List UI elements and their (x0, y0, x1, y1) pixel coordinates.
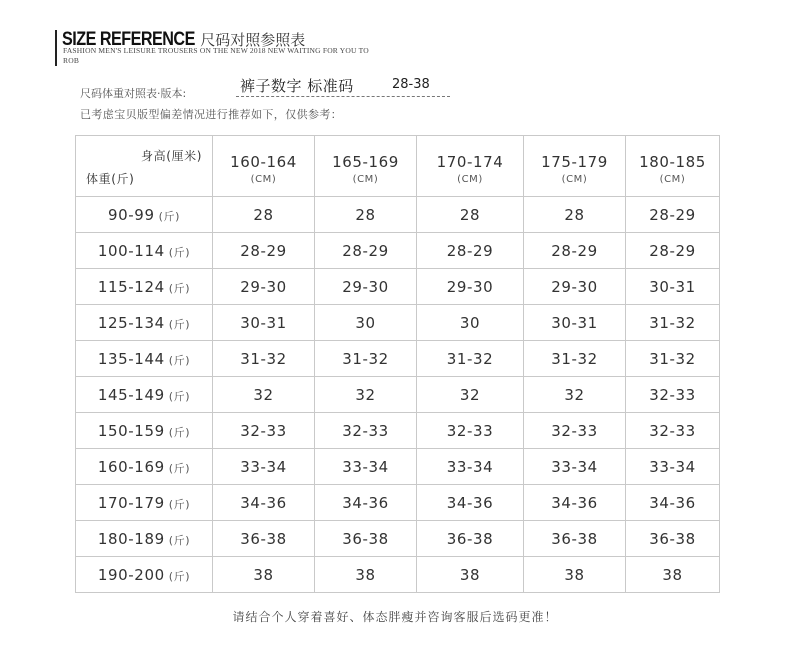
size-cell: 28-29 (626, 233, 720, 269)
size-cell: 28-29 (315, 233, 417, 269)
size-cell: 30 (315, 305, 417, 341)
weight-cell (76, 413, 213, 449)
version-value: 裤子数字 标准码 (240, 77, 354, 95)
size-cell: 30 (417, 305, 524, 341)
title-chinese: 尺码对照参照表 (200, 31, 306, 49)
size-cell: 32 (315, 377, 417, 413)
size-cell: 29-30 (213, 269, 315, 305)
weight-cell (76, 521, 213, 557)
weight-range: 125-134 (97, 313, 165, 332)
table-row (76, 233, 720, 269)
size-cell: 38 (213, 557, 315, 593)
size-cell: 29-30 (315, 269, 417, 305)
size-cell: 34-36 (626, 485, 720, 521)
height-header-cell (315, 136, 417, 197)
size-cell: 28 (213, 197, 315, 233)
table-row (76, 197, 720, 233)
height-range: 170-174 (436, 153, 504, 171)
weight-unit: (斤) (168, 353, 191, 367)
size-cell: 38 (315, 557, 417, 593)
size-cell: 31-32 (417, 341, 524, 377)
height-header-cell (524, 136, 626, 197)
size-cell: 28-29 (626, 197, 720, 233)
size-cell: 28-29 (524, 233, 626, 269)
size-cell: 36-38 (417, 521, 524, 557)
page-subtitle: FASHION MEN'S LEISURE TROUSERS ON THE NEW 2018 NEW WAITING FOR YOU TO ROB (63, 46, 369, 65)
height-header-cell (213, 136, 315, 197)
table-row (76, 485, 720, 521)
height-header-cell (626, 136, 720, 197)
weight-unit: (斤) (168, 461, 191, 475)
corner-cell (76, 136, 213, 197)
size-cell: 30-31 (524, 305, 626, 341)
weight-cell (76, 269, 213, 305)
weight-unit: (斤) (168, 533, 191, 547)
title-english: SIZE REFERENCE (62, 29, 195, 50)
weight-cell (76, 557, 213, 593)
size-cell: 33-34 (524, 449, 626, 485)
size-cell: 31-32 (524, 341, 626, 377)
size-cell: 33-34 (213, 449, 315, 485)
size-cell: 32-33 (315, 413, 417, 449)
size-cell: 36-38 (626, 521, 720, 557)
size-cell: 31-32 (626, 341, 720, 377)
weight-range: 115-124 (97, 277, 165, 296)
weight-cell (76, 305, 213, 341)
size-cell: 29-30 (417, 269, 524, 305)
size-cell: 32-33 (626, 413, 720, 449)
weight-range: 170-179 (97, 493, 165, 512)
size-cell: 32 (524, 377, 626, 413)
weight-unit: (斤) (168, 569, 191, 583)
version-range: 28-38 (392, 77, 430, 92)
weight-unit: (斤) (168, 281, 191, 295)
size-cell: 33-34 (417, 449, 524, 485)
height-axis-label: 身高(厘米) (141, 149, 202, 163)
size-cell: 31-32 (315, 341, 417, 377)
table-header-row (76, 136, 720, 197)
version-label: 尺码体重对照表·版本: (80, 87, 187, 100)
weight-range: 100-114 (97, 241, 165, 260)
height-range: 175-179 (541, 153, 608, 171)
weight-cell (76, 341, 213, 377)
title-accent-bar (55, 30, 57, 66)
height-unit: (CM) (352, 174, 379, 185)
size-cell: 30-31 (213, 305, 315, 341)
size-cell: 28 (524, 197, 626, 233)
size-cell: 38 (626, 557, 720, 593)
size-cell: 28 (417, 197, 524, 233)
weight-range: 160-169 (97, 457, 165, 476)
table-row (76, 521, 720, 557)
table-row (76, 269, 720, 305)
size-cell: 34-36 (524, 485, 626, 521)
height-range: 160-164 (230, 153, 297, 171)
weight-range: 190-200 (97, 565, 165, 584)
height-unit: (CM) (250, 174, 277, 185)
weight-unit: (斤) (168, 317, 191, 331)
size-cell: 31-32 (213, 341, 315, 377)
table-row (76, 557, 720, 593)
table-row (76, 341, 720, 377)
weight-unit: (斤) (158, 209, 180, 223)
height-unit: (CM) (659, 174, 686, 185)
size-cell: 32 (213, 377, 315, 413)
size-cell: 34-36 (315, 485, 417, 521)
size-cell: 34-36 (213, 485, 315, 521)
size-cell: 38 (417, 557, 524, 593)
weight-range: 145-149 (97, 385, 165, 404)
height-range: 180-185 (639, 153, 706, 171)
table-row (76, 413, 720, 449)
size-cell: 36-38 (213, 521, 315, 557)
recommendation-note: 已考虑宝贝版型偏差情况进行推荐如下，仅供参考： (80, 108, 343, 121)
weight-cell (76, 377, 213, 413)
weight-cell (76, 233, 213, 269)
size-cell: 32-33 (626, 377, 720, 413)
table-row (76, 377, 720, 413)
size-cell: 31-32 (626, 305, 720, 341)
height-header-cell (417, 136, 524, 197)
height-range: 165-169 (332, 153, 399, 171)
size-cell: 32-33 (524, 413, 626, 449)
table-row (76, 449, 720, 485)
weight-axis-label: 体重(斤) (86, 172, 135, 186)
size-cell: 32-33 (417, 413, 524, 449)
size-cell: 28-29 (417, 233, 524, 269)
size-cell: 28 (315, 197, 417, 233)
weight-unit: (斤) (168, 425, 191, 439)
height-unit: (CM) (561, 174, 588, 185)
weight-cell (76, 449, 213, 485)
weight-unit: (斤) (168, 389, 191, 403)
size-cell: 36-38 (524, 521, 626, 557)
size-cell: 38 (524, 557, 626, 593)
size-cell: 33-34 (626, 449, 720, 485)
weight-range: 180-189 (97, 529, 165, 548)
height-unit: (CM) (457, 174, 483, 185)
size-cell: 32-33 (213, 413, 315, 449)
version-value-box (236, 74, 450, 97)
table-row (76, 305, 720, 341)
size-cell: 32 (417, 377, 524, 413)
weight-cell (76, 197, 213, 233)
weight-cell (76, 485, 213, 521)
weight-range: 90-99 (108, 205, 155, 224)
size-cell: 36-38 (315, 521, 417, 557)
weight-unit: (斤) (168, 497, 191, 511)
weight-range: 150-159 (97, 421, 165, 440)
size-cell: 33-34 (315, 449, 417, 485)
size-cell: 30-31 (626, 269, 720, 305)
size-table (75, 135, 720, 593)
footer-note: 请结合个人穿着喜好、体态胖瘦并咨询客服后选码更准！ (232, 610, 558, 624)
weight-range: 135-144 (97, 349, 165, 368)
size-cell: 34-36 (417, 485, 524, 521)
weight-unit: (斤) (168, 245, 191, 259)
size-cell: 28-29 (213, 233, 315, 269)
size-cell: 29-30 (524, 269, 626, 305)
